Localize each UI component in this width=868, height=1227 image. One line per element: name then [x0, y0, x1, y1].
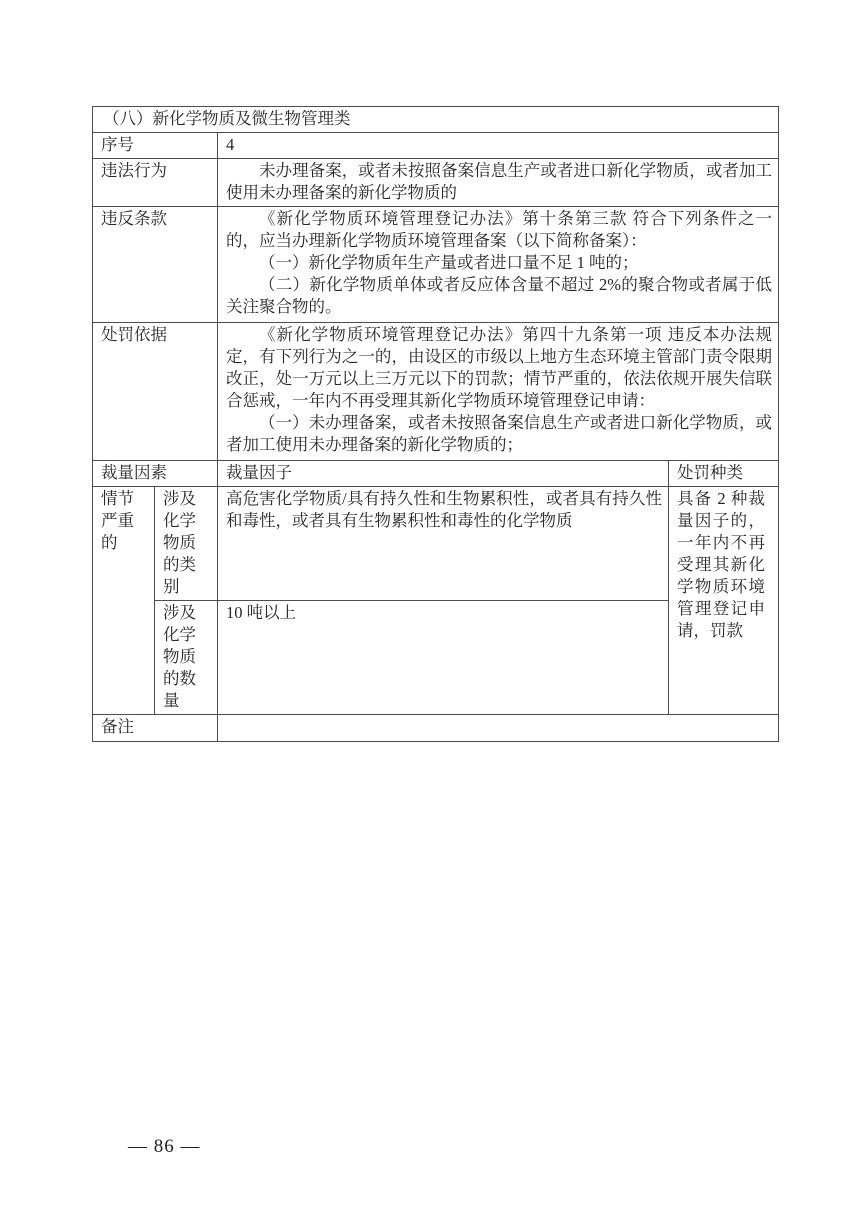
- table-row-penalty-basis: [93, 323, 779, 461]
- page-number: — 86 —: [128, 1136, 201, 1157]
- violated-clause-label: 违反条款: [93, 207, 218, 323]
- discretion-2-factor-cell: [218, 601, 669, 715]
- remark-label: 备注: [93, 715, 218, 742]
- serial-label: 序号: [93, 133, 218, 159]
- penalty-basis-value: [218, 323, 779, 461]
- severity-label: 情节严重的: [101, 489, 134, 552]
- penalty-basis-label: 处罚依据: [93, 323, 218, 461]
- penalty-type-value: 具备 2 种裁量因子的，一年内不再受理其新化学物质环境管理登记申请，罚款: [677, 489, 765, 640]
- severity-label-cell: [93, 487, 155, 715]
- violated-clause-paragraph-3: （二）新化学物质单体或者反应体含量不超过 2%的聚合物或者属于低关注聚合物的。: [226, 275, 772, 316]
- illegal-act-paragraph: 未办理备案，或者未按照备案信息生产或者进口新化学物质，或者加工使用未办理备案的新化学物质的: [226, 161, 772, 202]
- table-row-violated-clause: [93, 207, 779, 323]
- penalty-basis-paragraph-1: 《新化学物质环境管理登记办法》第四十九条第一项 违反本办法规定，有下列行为之一的，由设区的市级以上地方生态环境主管部门责令限期改正，处一万元以上三万元以下的罚款；情节严重的，依法依规开展失信联合惩戒，一年内不再受理其新化学物质环境管理登记申请：: [226, 325, 772, 410]
- discretion-factor-col-label: 裁量因子: [218, 461, 669, 487]
- discretion-1-sub-label-cell: [155, 487, 218, 601]
- penalty-type-col-label: 处罚种类: [669, 461, 779, 487]
- serial-value: 4: [218, 133, 779, 159]
- table-row-discretion-header: [93, 461, 779, 487]
- discretion-2-sub-label: 涉及化学物质的数量: [163, 603, 196, 710]
- discretion-1-factor: 高危害化学物质/具有持久性和生物累积性，或者具有持久性和毒性，或者具有生物累积性和毒性的化学物质: [226, 489, 662, 530]
- discretion-1-sub-label: 涉及化学物质的类别: [163, 489, 196, 596]
- violated-clause-paragraph-1: 《新化学物质环境管理登记办法》第十条第三款 符合下列条件之一的，应当办理新化学物质环境管理备案（以下简称备案）：: [226, 209, 772, 250]
- illegal-act-label: 违法行为: [93, 159, 218, 207]
- penalty-basis-paragraph-2: （一）未办理备案，或者未按照备案信息生产或者进口新化学物质，或者加工使用未办理备案的新化学物质的；: [226, 413, 772, 454]
- table-row-remark: [93, 715, 779, 742]
- illegal-act-value: [218, 159, 779, 207]
- table-row-illegal-act: [93, 159, 779, 207]
- discretion-1-factor-cell: [218, 487, 669, 601]
- table-row-discretion-1: [93, 487, 779, 601]
- discretion-2-sub-label-cell: [155, 601, 218, 715]
- section-title: （八）新化学物质及微生物管理类: [93, 107, 779, 133]
- discretion-2-factor: 10 吨以上: [226, 603, 297, 622]
- remark-value: [218, 715, 779, 742]
- table-row-serial: [93, 133, 779, 159]
- violated-clause-paragraph-2: （一）新化学物质年生产量或者进口量不足 1 吨的；: [259, 253, 639, 272]
- penalty-type-cell: [669, 487, 779, 715]
- discretion-factor-group-label: 裁量因素: [93, 461, 218, 487]
- violated-clause-value: [218, 207, 779, 323]
- penalty-discretion-table: [92, 106, 779, 742]
- table-row-section-title: [93, 107, 779, 133]
